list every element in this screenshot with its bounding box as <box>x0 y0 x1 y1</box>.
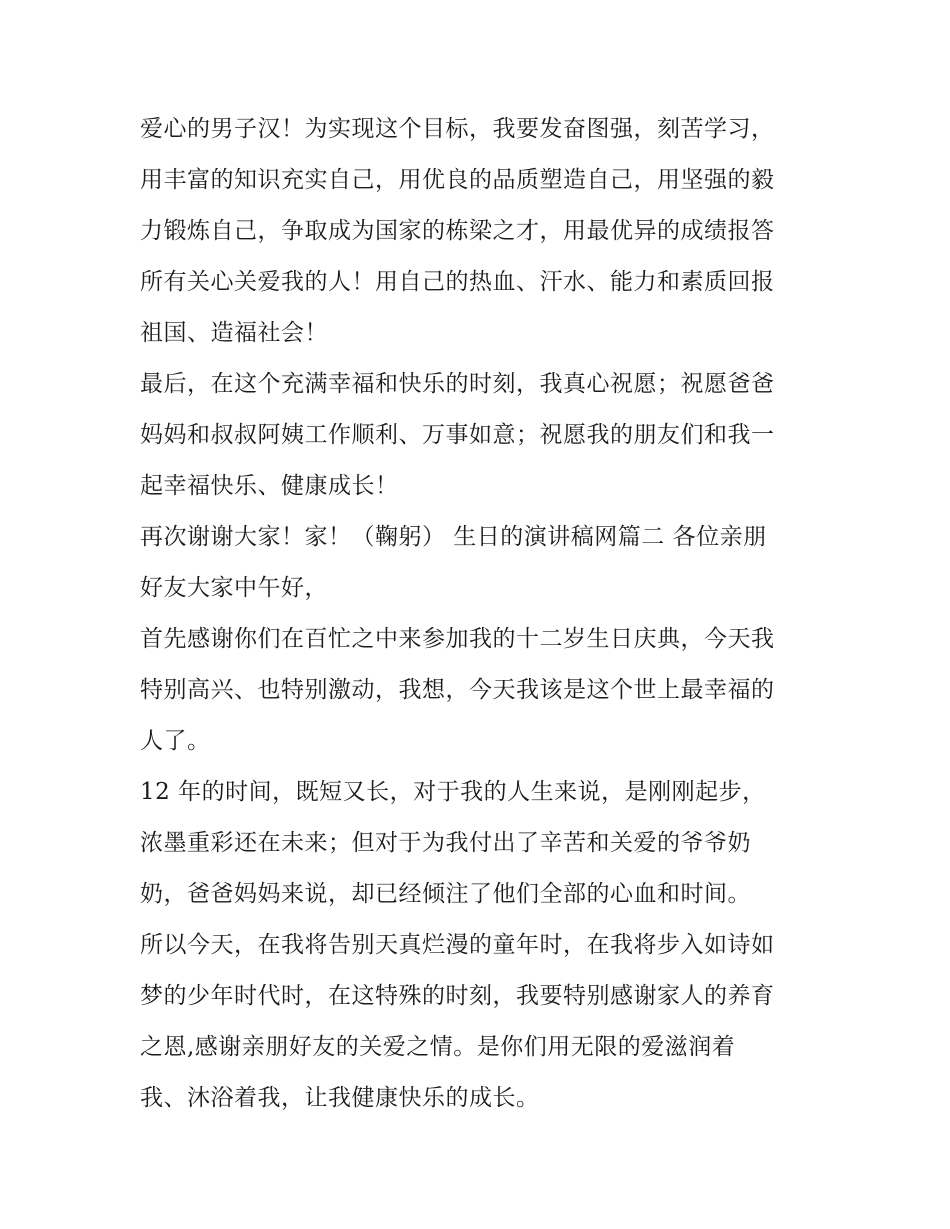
text-line: 起幸福快乐、健康成长！ <box>140 473 399 499</box>
text-line: 妈妈和叔叔阿姨工作顺利、万事如意；祝愿我的朋友们和我一 <box>140 422 775 448</box>
text-line: 再次谢谢大家！家！（鞠躬） 生日的演讲稿网篇二 各位亲朋 <box>140 524 767 550</box>
text-line: 最后，在这个充满幸福和快乐的时刻，我真心祝愿；祝愿爸爸 <box>140 371 775 397</box>
text-line: 人了。 <box>140 728 211 754</box>
text-line: 祖国、造福社会！ <box>140 320 328 346</box>
text-line: 好友大家中午好， <box>140 575 328 601</box>
text-line: 所有关心关爱我的人！用自己的热血、汗水、能力和素质回报 <box>140 269 775 295</box>
text-line: 奶，爸爸妈妈来说，却已经倾注了他们全部的心血和时间。 <box>140 881 751 907</box>
text-line: 用丰富的知识充实自己，用优良的品质塑造自己，用坚强的毅 <box>140 167 775 193</box>
text-line: 力锻炼自己，争取成为国家的栋梁之才，用最优异的成绩报答 <box>140 218 775 244</box>
text-line: 梦的少年时代时，在这特殊的时刻，我要特别感谢家人的养育 <box>140 983 775 1009</box>
text-line: 所以今天，在我将告别天真烂漫的童年时，在我将步入如诗如 <box>140 932 775 958</box>
text-line: 12 年的时间，既短又长，对于我的人生来说，是刚刚起步， <box>140 779 766 805</box>
text-line: 首先感谢你们在百忙之中来参加我的十二岁生日庆典，今天我 <box>140 626 775 652</box>
text-line: 爱心的男子汉！为实现这个目标，我要发奋图强，刻苦学习， <box>140 116 775 142</box>
document-body <box>140 104 820 1124</box>
text-line: 之恩,感谢亲朋好友的关爱之情。是你们用无限的爱滋润着 <box>140 1034 736 1060</box>
text-line: 浓墨重彩还在未来；但对于为我付出了辛苦和关爱的爷爷奶 <box>140 830 751 856</box>
text-line: 特别高兴、也特别激动，我想，今天我该是这个世上最幸福的 <box>140 677 775 703</box>
text-line: 我、沐浴着我，让我健康快乐的成长。 <box>140 1085 540 1111</box>
